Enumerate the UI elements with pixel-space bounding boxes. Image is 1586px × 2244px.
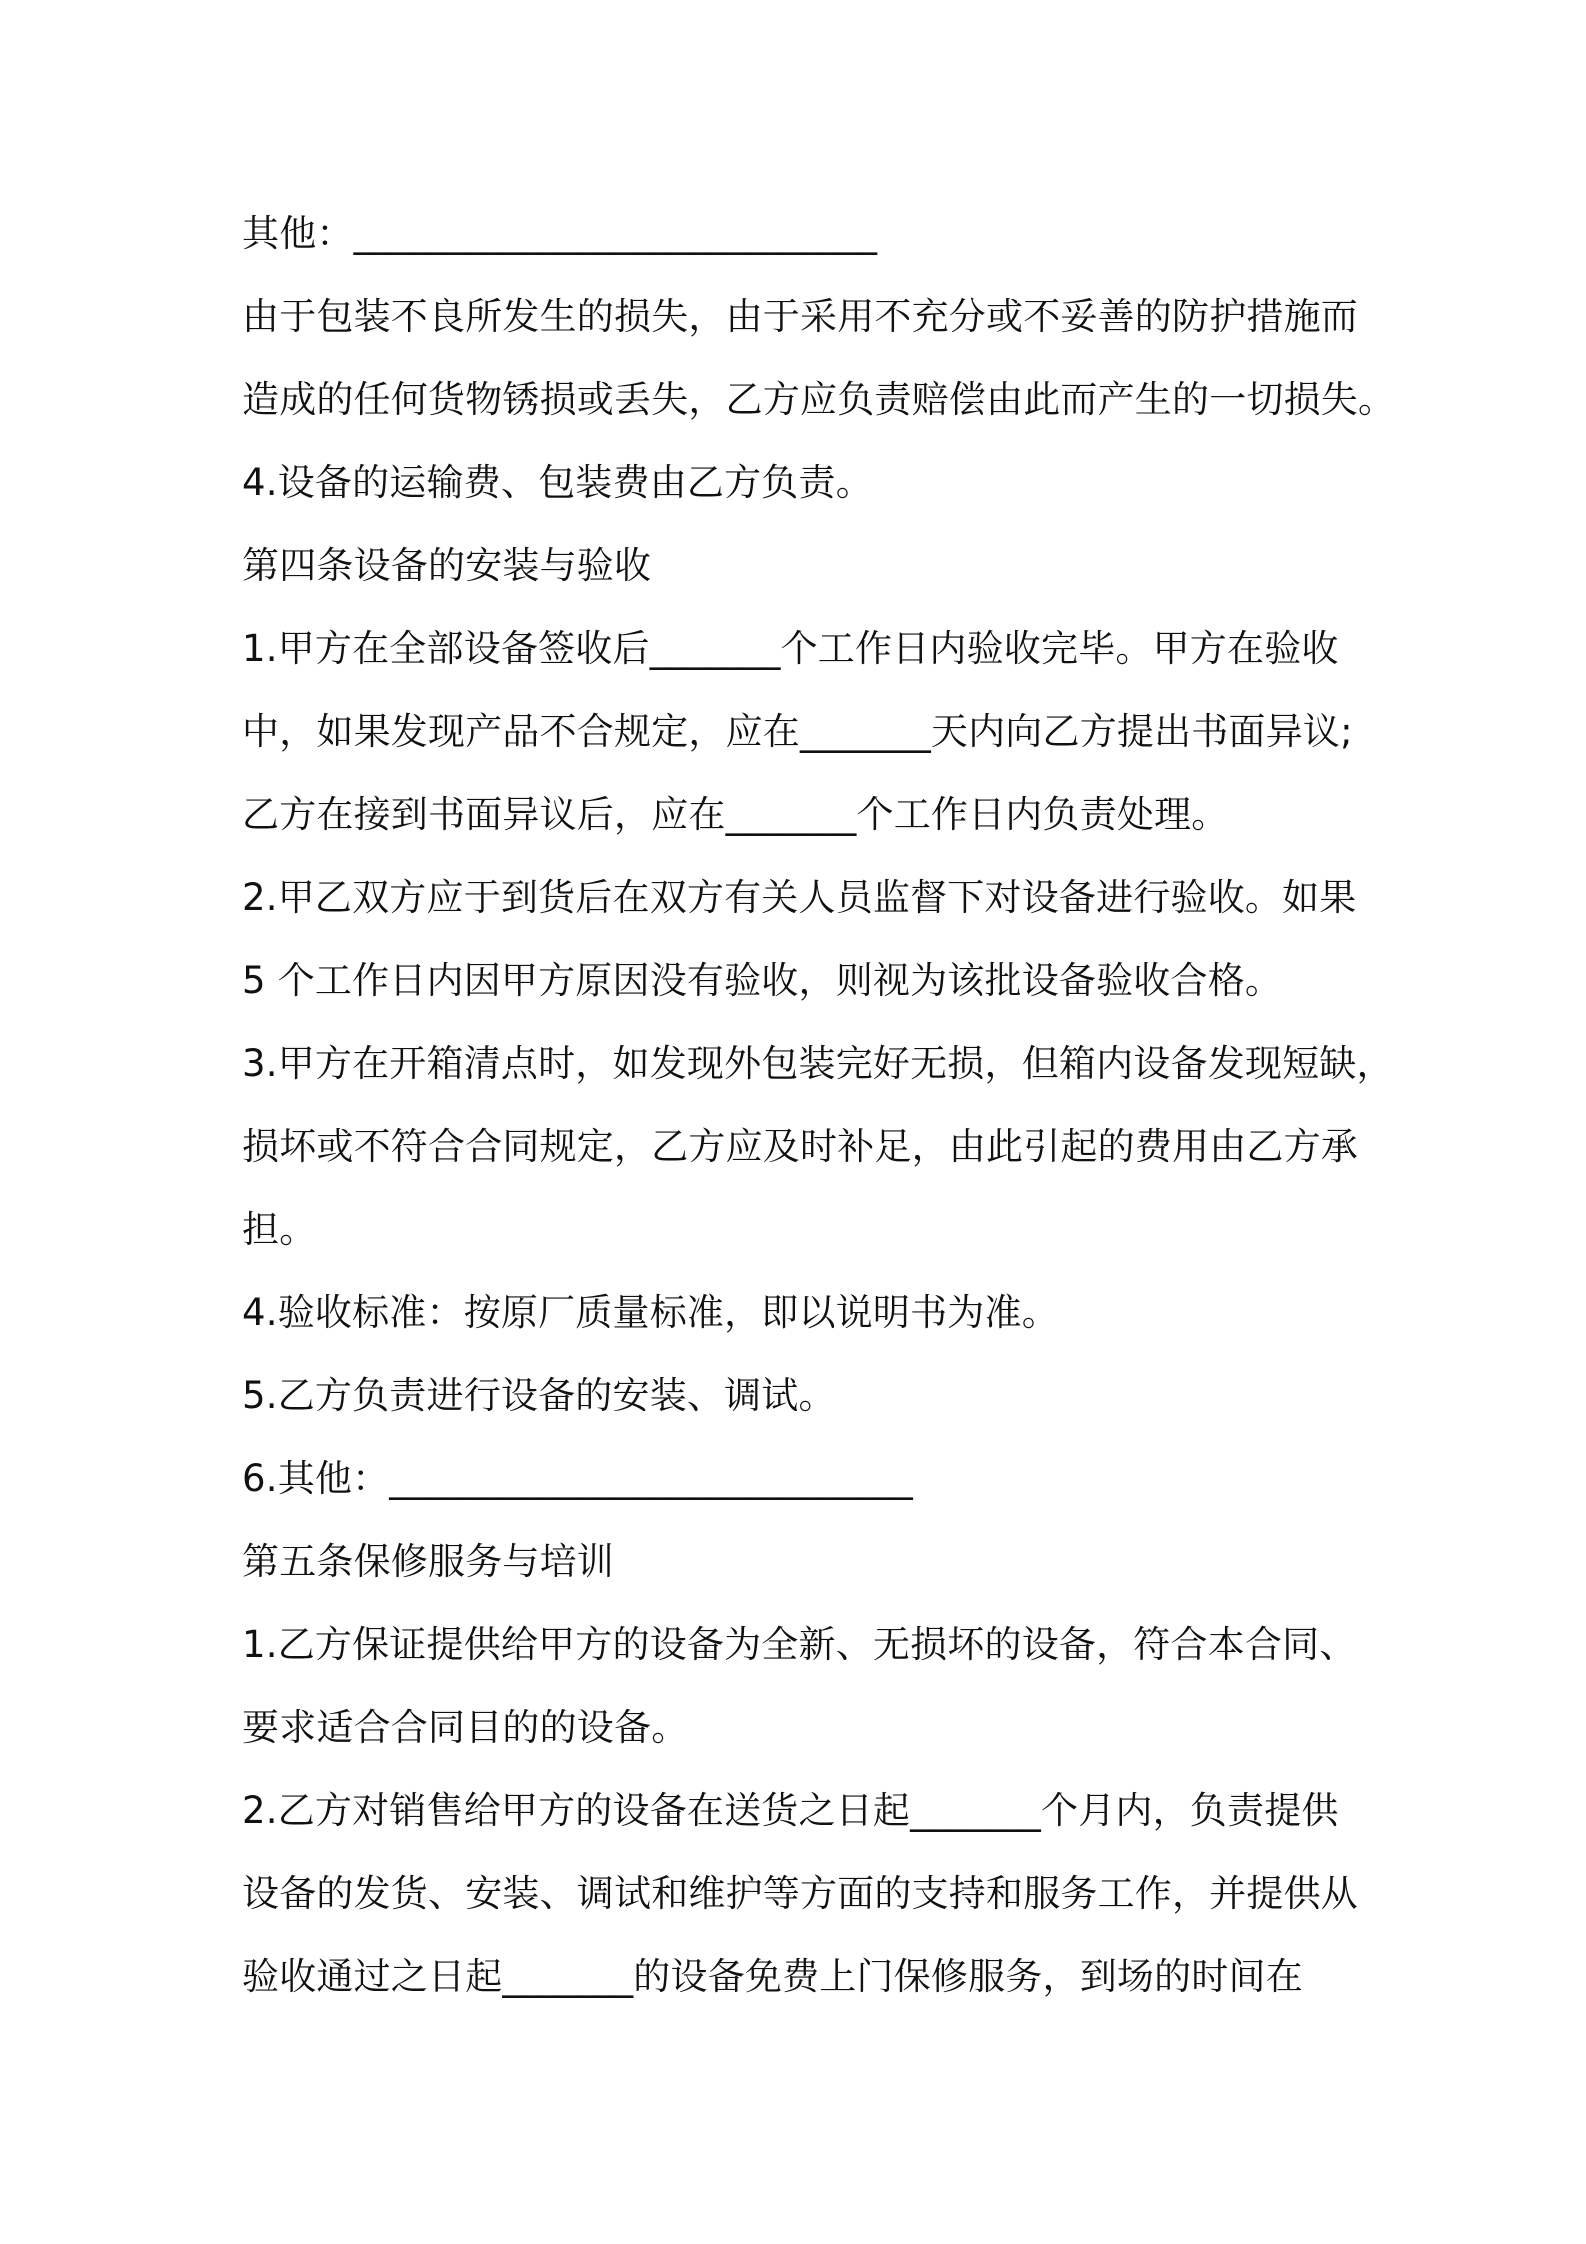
document-body <box>242 192 1396 2018</box>
text-line-acceptance-1-end: 乙方在接到书面异议后，应在_______个工作日内负责处理。 <box>242 793 1229 836</box>
text-line-packaging-loss-cont: 造成的任何货物锈损或丢失，乙方应负责赔偿由此而产生的一切损失。 <box>242 378 1396 421</box>
text-line-acceptance-3-cont: 损坏或不符合合同规定，乙方应及时补足，由此引起的费用由乙方承 <box>242 1125 1358 1168</box>
text-line-transport-fee: 4.设备的运输费、包装费由乙方负责。 <box>242 461 873 504</box>
text-line-other: 其他：____________________________ <box>242 212 878 255</box>
text-line-acceptance-5: 5.乙方负责进行设备的安装、调试。 <box>242 1374 836 1417</box>
text-line-warranty-2: 2.乙方对销售给甲方的设备在送货之日起_______个月内，负责提供 <box>242 1789 1339 1832</box>
text-line-packaging-loss: 由于包装不良所发生的损失，由于采用不充分或不妥善的防护措施而 <box>242 295 1358 338</box>
section-heading-article-4: 第四条设备的安装与验收 <box>242 544 652 587</box>
section-heading-article-5: 第五条保修服务与培训 <box>242 1540 614 1583</box>
text-line-acceptance-3: 3.甲方在开箱清点时，如发现外包装完好无损，但箱内设备发现短缺， <box>242 1042 1394 1085</box>
text-line-warranty-2-cont: 设备的发货、安装、调试和维护等方面的支持和服务工作，并提供从 <box>242 1872 1358 1915</box>
text-line-warranty-1: 1.乙方保证提供给甲方的设备为全新、无损坏的设备，符合本合同、 <box>242 1623 1357 1666</box>
text-line-acceptance-1-cont: 中，如果发现产品不合规定，应在_______天内向乙方提出书面异议; <box>242 710 1353 753</box>
text-line-acceptance-4: 4.验收标准：按原厂质量标准，即以说明书为准。 <box>242 1291 1059 1334</box>
text-line-acceptance-2: 2.甲乙双方应于到货后在双方有关人员监督下对设备进行验收。如果 <box>242 876 1357 919</box>
text-line-acceptance-3-end: 担。 <box>242 1208 317 1251</box>
text-line-acceptance-2-cont: 5 个工作日内因甲方原因没有验收，则视为该批设备验收合格。 <box>242 959 1283 1002</box>
text-line-warranty-1-cont: 要求适合合同目的的设备。 <box>242 1706 689 1749</box>
text-line-acceptance-6: 6.其他：____________________________ <box>242 1457 913 1500</box>
text-line-acceptance-1: 1.甲方在全部设备签收后_______个工作日内验收完毕。甲方在验收 <box>242 627 1339 670</box>
text-line-warranty-2-end: 验收通过之日起_______的设备免费上门保修服务，到场的时间在 <box>242 1955 1303 1998</box>
